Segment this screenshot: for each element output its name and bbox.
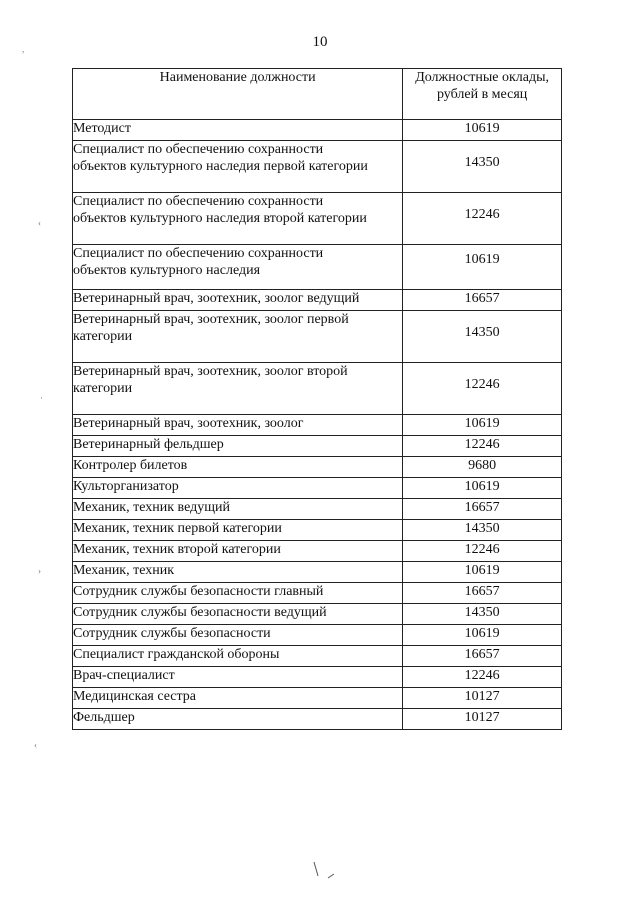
table-row [73,120,562,141]
position-line: Ветеринарный врач, зоотехник, зоолог [73,416,304,431]
table-row [73,363,562,415]
salary-cell: 10619 [403,245,562,290]
salary-cell: 12246 [403,667,562,688]
table-row [73,625,562,646]
position-cell [73,478,403,499]
position-cell [73,415,403,436]
salary-cell: 10127 [403,688,562,709]
table-body [73,120,562,730]
position-cell [73,499,403,520]
position-line: Специалист по обеспечению сохранности [73,194,324,209]
table-row [73,709,562,730]
salary-cell: 12246 [403,193,562,245]
position-cell [73,457,403,478]
header-salary-line1: Должностные оклады, [415,70,550,85]
position-line: объектов культурного наследия [73,263,261,278]
header-salary-line2: рублей в месяц [436,87,528,102]
table-row [73,688,562,709]
position-line: Ветеринарный врач, зоотехник, зоолог ведущий [73,291,360,306]
table-row [73,245,562,290]
salary-cell: 14350 [403,520,562,541]
position-line: Механик, техник ведущий [73,500,230,515]
table-row [73,311,562,363]
position-cell [73,541,403,562]
position-line: Механик, техник [73,563,175,578]
salary-cell: 14350 [403,604,562,625]
position-line: Сотрудник службы безопасности [73,626,271,641]
salary-cell: 16657 [403,646,562,667]
table-row [73,141,562,193]
position-line: Врач-специалист [73,668,175,683]
table-row [73,415,562,436]
pen-scribble [310,860,340,889]
position-line: категории [73,329,133,344]
table-row [73,604,562,625]
salary-cell: 12246 [403,541,562,562]
page-number: 10 [312,34,328,50]
position-cell [73,141,403,193]
salary-cell: 12246 [403,436,562,457]
position-cell [73,245,403,290]
position-line: Фельдшер [73,710,135,725]
salary-cell: 14350 [403,141,562,193]
position-cell [73,363,403,415]
table-row [73,499,562,520]
margin-mark: , [22,44,25,54]
margin-mark: · [40,393,43,403]
position-line: Специалист гражданской обороны [73,647,280,662]
position-cell [73,604,403,625]
salary-cell: 10619 [403,478,562,499]
position-line: объектов культурного наследия первой категории [73,159,368,174]
table-row [73,541,562,562]
position-line: категории [73,381,133,396]
position-cell [73,436,403,457]
position-cell [73,290,403,311]
table-row [73,667,562,688]
table-row [73,193,562,245]
position-line: Специалист по обеспечению сохранности [73,246,324,261]
salary-cell: 10619 [403,415,562,436]
position-cell [73,583,403,604]
margin-mark: ‹ [38,218,41,228]
position-line: объектов культурного наследия второй категории [73,211,367,226]
position-line: Методист [73,121,131,136]
salary-cell: 10127 [403,709,562,730]
position-line: Специалист по обеспечению сохранности [73,142,324,157]
salary-table [72,68,562,730]
position-cell [73,625,403,646]
position-cell [73,646,403,667]
salary-cell: 10619 [403,625,562,646]
table-row [73,583,562,604]
header-salary [403,69,562,120]
position-line: Ветеринарный фельдшер [73,437,224,452]
margin-mark: › [38,566,41,576]
table-row [73,290,562,311]
position-cell [73,120,403,141]
position-cell [73,667,403,688]
position-cell [73,562,403,583]
salary-cell: 10619 [403,562,562,583]
position-line: Сотрудник службы безопасности ведущий [73,605,327,620]
salary-cell: 10619 [403,120,562,141]
position-line: Культорганизатор [73,479,179,494]
position-line: Механик, техник первой категории [73,521,282,536]
position-cell [73,193,403,245]
position-line: Механик, техник второй категории [73,542,281,557]
position-line: Контролер билетов [73,458,188,473]
table-row [73,520,562,541]
position-cell [73,709,403,730]
salary-cell: 14350 [403,311,562,363]
position-line: Сотрудник службы безопасности главный [73,584,324,599]
table-row [73,478,562,499]
table-row [73,646,562,667]
table-row [73,457,562,478]
position-line: Ветеринарный врач, зоотехник, зоолог первой [73,312,349,327]
salary-cell: 16657 [403,499,562,520]
salary-cell: 12246 [403,363,562,415]
salary-cell: 9680 [403,457,562,478]
salary-cell: 16657 [403,290,562,311]
margin-mark: ‹ [34,740,37,750]
position-cell [73,688,403,709]
position-cell [73,311,403,363]
table-header-row [73,69,562,120]
header-position: Наименование должности [73,69,403,120]
table-row [73,562,562,583]
position-line: Ветеринарный врач, зоотехник, зоолог второй [73,364,348,379]
position-cell [73,520,403,541]
position-line: Медицинская сестра [73,689,197,704]
table-row [73,436,562,457]
salary-cell: 16657 [403,583,562,604]
